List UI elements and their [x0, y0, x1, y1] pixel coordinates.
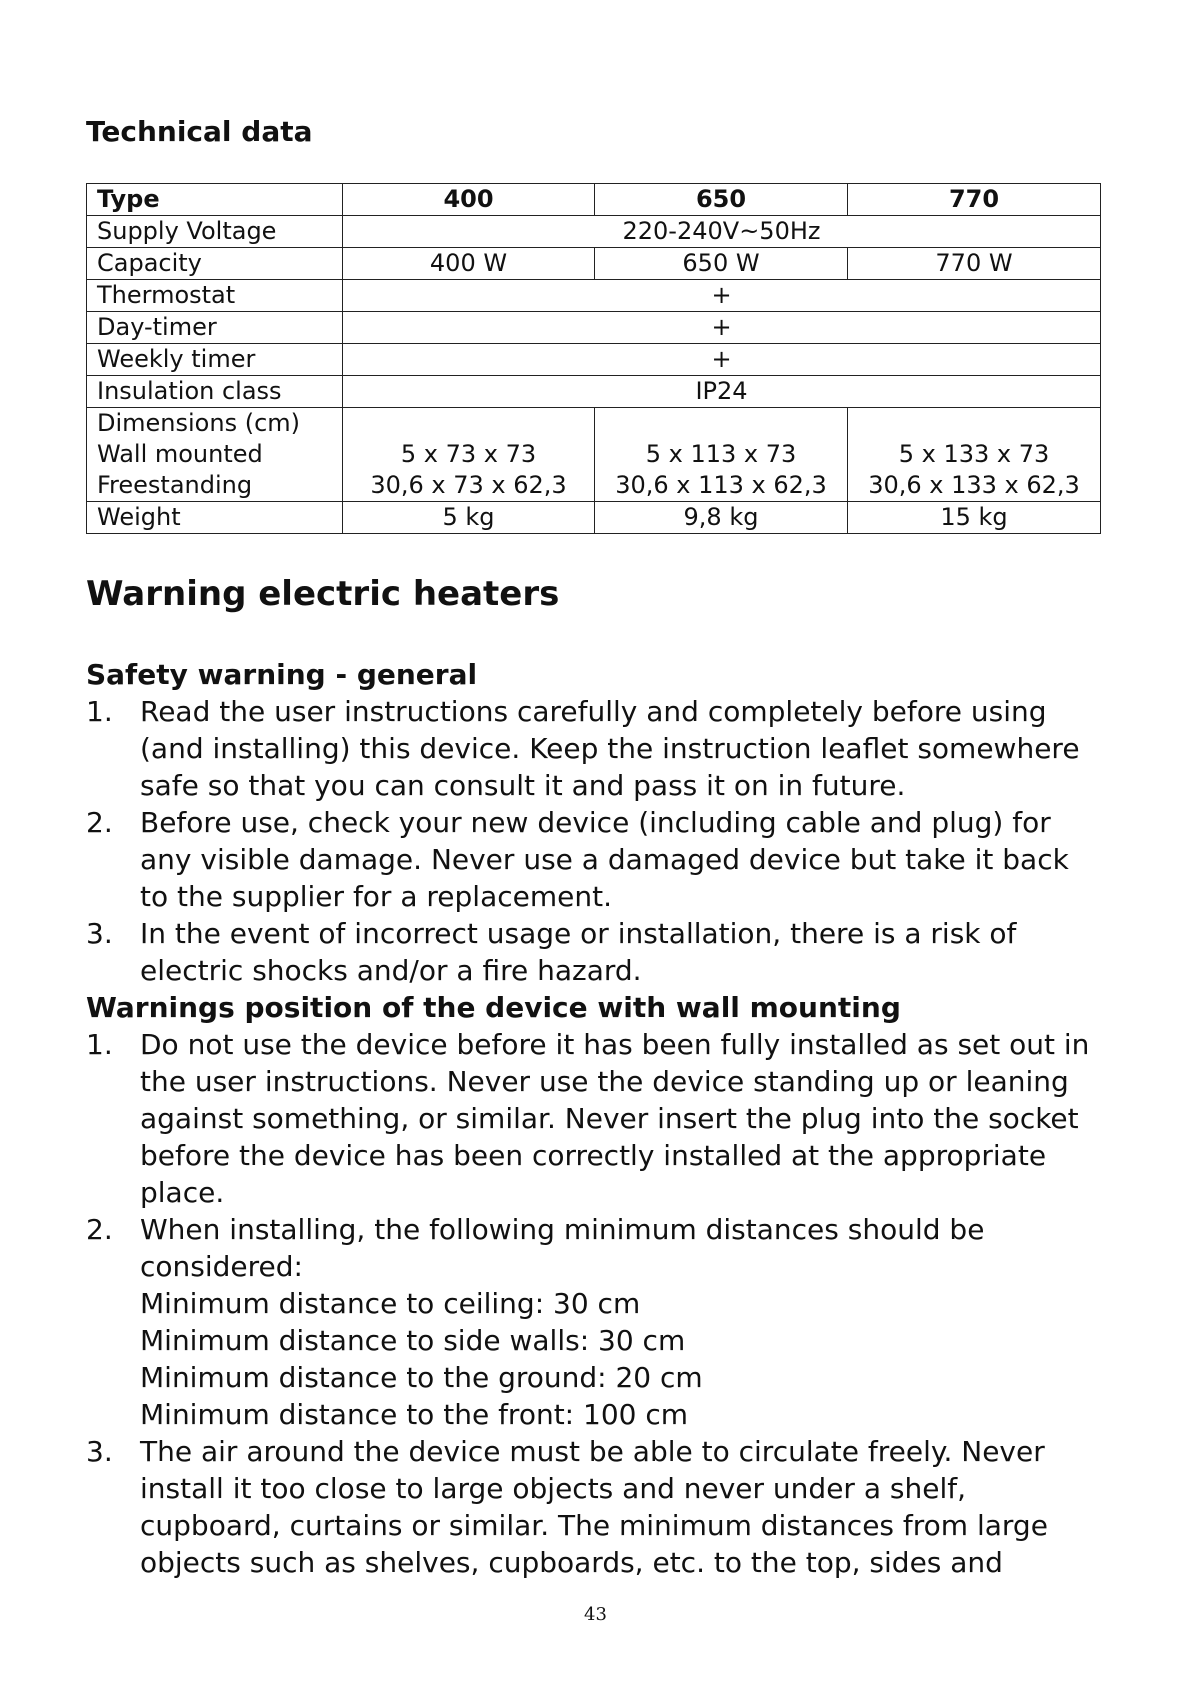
list-item-line: Minimum distance to the ground: 20 cm: [140, 1361, 703, 1394]
dimensions-400: [343, 408, 595, 502]
list-item-line: electric shocks and/or a fire hazard.: [140, 954, 642, 987]
dimensions-label: Dimensions (cm): [97, 409, 301, 437]
dimensions-free-770: 30,6 x 133 x 62,3: [868, 471, 1080, 499]
list-item: [86, 1211, 1100, 1433]
row-label-supply-voltage: Supply Voltage: [87, 216, 343, 248]
list-item-number: 1.: [86, 1028, 113, 1061]
capacity-770: 770 W: [848, 248, 1101, 280]
list-item-line: objects such as shelves, cupboards, etc. to the top, sides and: [140, 1546, 1003, 1579]
table-row: [87, 216, 1101, 248]
table-row: [87, 280, 1101, 312]
list-item: [86, 1433, 1100, 1581]
list-item-line: cupboard, curtains or similar. The minimum distances from large: [140, 1509, 1048, 1542]
dimensions-free-400: 30,6 x 73 x 62,3: [370, 471, 567, 499]
list-item-line: any visible damage. Never use a damaged device but take it back: [140, 843, 1069, 876]
header-model-770: 770: [848, 184, 1101, 216]
list-item-line: against something, or similar. Never insert the plug into the socket: [140, 1102, 1079, 1135]
list-item-number: 1.: [86, 695, 113, 728]
technical-data-heading: Technical data: [86, 115, 313, 148]
day-timer-value: +: [343, 312, 1101, 344]
table-row: [87, 248, 1101, 280]
freestanding-label: Freestanding: [97, 471, 253, 499]
table-row: [87, 344, 1101, 376]
list-item-line: Do not use the device before it has been fully installed as set out in: [140, 1028, 1090, 1061]
list-item-line: safe so that you can consult it and pass it on in future.: [140, 769, 906, 802]
page-number: 43: [584, 1604, 607, 1625]
list-item-line: Minimum distance to side walls: 30 cm: [140, 1324, 686, 1357]
dimensions-wall-650: 5 x 113 x 73: [645, 440, 797, 468]
thermostat-value: +: [343, 280, 1101, 312]
list-item-line: the user instructions. Never use the device standing up or leaning: [140, 1065, 1069, 1098]
list-item-number: 2.: [86, 806, 113, 839]
table-row: [87, 376, 1101, 408]
warning-body: [86, 656, 1100, 1581]
list-item-line: install it too close to large objects and never under a shelf,: [140, 1472, 966, 1505]
wall-mounting-subheading: Warnings position of the device with wall mounting: [86, 991, 901, 1024]
list-item-line: to the supplier for a replacement.: [140, 880, 612, 913]
weight-770: 15 kg: [848, 502, 1101, 534]
capacity-400: 400 W: [343, 248, 595, 280]
header-model-400: 400: [343, 184, 595, 216]
weight-400: 5 kg: [343, 502, 595, 534]
list-item-line: When installing, the following minimum distances should be: [140, 1213, 985, 1246]
list-item-number: 3.: [86, 917, 113, 950]
list-item-line: Minimum distance to ceiling: 30 cm: [140, 1287, 641, 1320]
row-label-capacity: Capacity: [87, 248, 343, 280]
list-item-line: Minimum distance to the front: 100 cm: [140, 1398, 689, 1431]
row-label-day-timer: Day-timer: [87, 312, 343, 344]
list-item-line: The air around the device must be able to circulate freely. Never: [140, 1435, 1045, 1468]
dimensions-wall-770: 5 x 133 x 73: [898, 440, 1050, 468]
dimensions-650: [595, 408, 848, 502]
table-header-row: [87, 184, 1101, 216]
header-type: Type: [87, 184, 343, 216]
list-item: [86, 693, 1100, 804]
supply-voltage-value: 220-240V~50Hz: [343, 216, 1101, 248]
list-item-line: Read the user instructions carefully and completely before using: [140, 695, 1047, 728]
weekly-timer-value: +: [343, 344, 1101, 376]
list-item-line: Before use, check your new device (including cable and plug) for: [140, 806, 1051, 839]
technical-data-table: [86, 183, 1101, 534]
dimensions-wall-400: 5 x 73 x 73: [400, 440, 537, 468]
table-row: [87, 408, 1101, 502]
general-safety-list: [86, 693, 1100, 989]
warning-heading: Warning electric heaters: [86, 574, 560, 614]
table-row: [87, 312, 1101, 344]
row-label-dimensions: [87, 408, 343, 502]
table-row: [87, 502, 1101, 534]
row-label-thermostat: Thermostat: [87, 280, 343, 312]
list-item-line: considered:: [140, 1250, 303, 1283]
weight-650: 9,8 kg: [595, 502, 848, 534]
general-safety-subheading: Safety warning - general: [86, 658, 478, 691]
list-item-line: In the event of incorrect usage or installation, there is a risk of: [140, 917, 1017, 950]
row-label-weight: Weight: [87, 502, 343, 534]
header-model-650: 650: [595, 184, 848, 216]
list-item-number: 3.: [86, 1435, 113, 1468]
list-item-number: 2.: [86, 1213, 113, 1246]
list-item: [86, 1026, 1100, 1211]
dimensions-770: [848, 408, 1101, 502]
list-item-line: place.: [140, 1176, 225, 1209]
wall-mounting-list: [86, 1026, 1100, 1581]
list-item-line: before the device has been correctly installed at the appropriate: [140, 1139, 1047, 1172]
list-item: [86, 804, 1100, 915]
wall-mounted-label: Wall mounted: [97, 440, 263, 468]
row-label-insulation-class: Insulation class: [87, 376, 343, 408]
list-item: [86, 915, 1100, 989]
dimensions-free-650: 30,6 x 113 x 62,3: [615, 471, 827, 499]
list-item-line: (and installing) this device. Keep the instruction leaflet somewhere: [140, 732, 1080, 765]
row-label-weekly-timer: Weekly timer: [87, 344, 343, 376]
insulation-class-value: IP24: [343, 376, 1101, 408]
capacity-650: 650 W: [595, 248, 848, 280]
